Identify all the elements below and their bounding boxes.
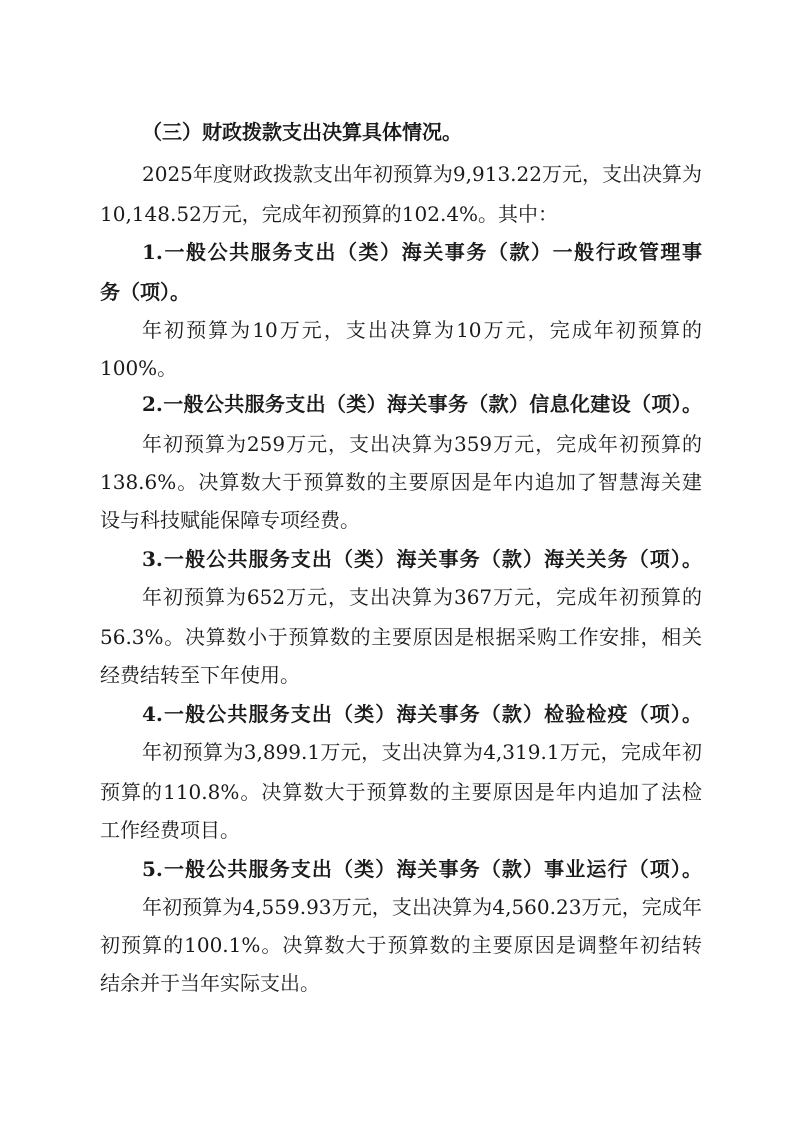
item-2-body-line: 年初预算为259万元，支出决算为359万元，完成年初预算的 [142, 432, 702, 456]
item-1-body-line: 100%。 [100, 356, 178, 380]
item-4-body-line: 工作经费项目。 [100, 818, 240, 842]
item-5-heading: 5.一般公共服务支出（类）海关事务（款）事业运行（项）。 [142, 857, 702, 881]
item-3-body-line: 年初预算为652万元，支出决算为367万元，完成年初预算的 [142, 585, 702, 609]
intro-paragraph-line: 10,148.52万元，完成年初预算的102.4%。其中： [100, 202, 559, 226]
intro-paragraph-line: 2025年度财政拨款支出年初预算为9,913.22万元，支出决算为 [142, 162, 702, 186]
item-1-body-line: 年初预算为10万元，支出决算为10万元，完成年初预算的 [142, 318, 702, 342]
section-heading: （三）财政拨款支出决算具体情况。 [142, 120, 462, 144]
item-1-heading: 务（项）。 [100, 280, 190, 304]
item-5-body-line: 初预算的100.1%。决算数大于预算数的主要原因是调整年初结转 [100, 933, 702, 957]
item-3-heading: 3.一般公共服务支出（类）海关事务（款）海关关务（项）。 [142, 547, 702, 571]
item-2-heading: 2.一般公共服务支出（类）海关事务（款）信息化建设（项）。 [142, 392, 702, 416]
item-4-body-line: 年初预算为3,899.1万元，支出决算为4,319.1万元，完成年初 [142, 740, 702, 764]
item-3-body-line: 56.3%。决算数小于预算数的主要原因是根据采购工作安排，相关 [100, 625, 702, 649]
item-2-body-line: 138.6%。决算数大于预算数的主要原因是年内追加了智慧海关建 [100, 470, 702, 494]
item-5-body-line: 年初预算为4,559.93万元，支出决算为4,560.23万元，完成年 [142, 895, 702, 919]
item-4-body-line: 预算的110.8%。决算数大于预算数的主要原因是年内追加了法检 [100, 780, 702, 804]
item-1-heading: 1.一般公共服务支出（类）海关事务（款）一般行政管理事 [142, 240, 702, 264]
item-5-body-line: 结余并于当年实际支出。 [100, 971, 320, 995]
item-4-heading: 4.一般公共服务支出（类）海关事务（款）检验检疫（项）。 [142, 702, 702, 726]
item-3-body-line: 经费结转至下年使用。 [100, 663, 300, 687]
item-2-body-line: 设与科技赋能保障专项经费。 [100, 508, 360, 532]
